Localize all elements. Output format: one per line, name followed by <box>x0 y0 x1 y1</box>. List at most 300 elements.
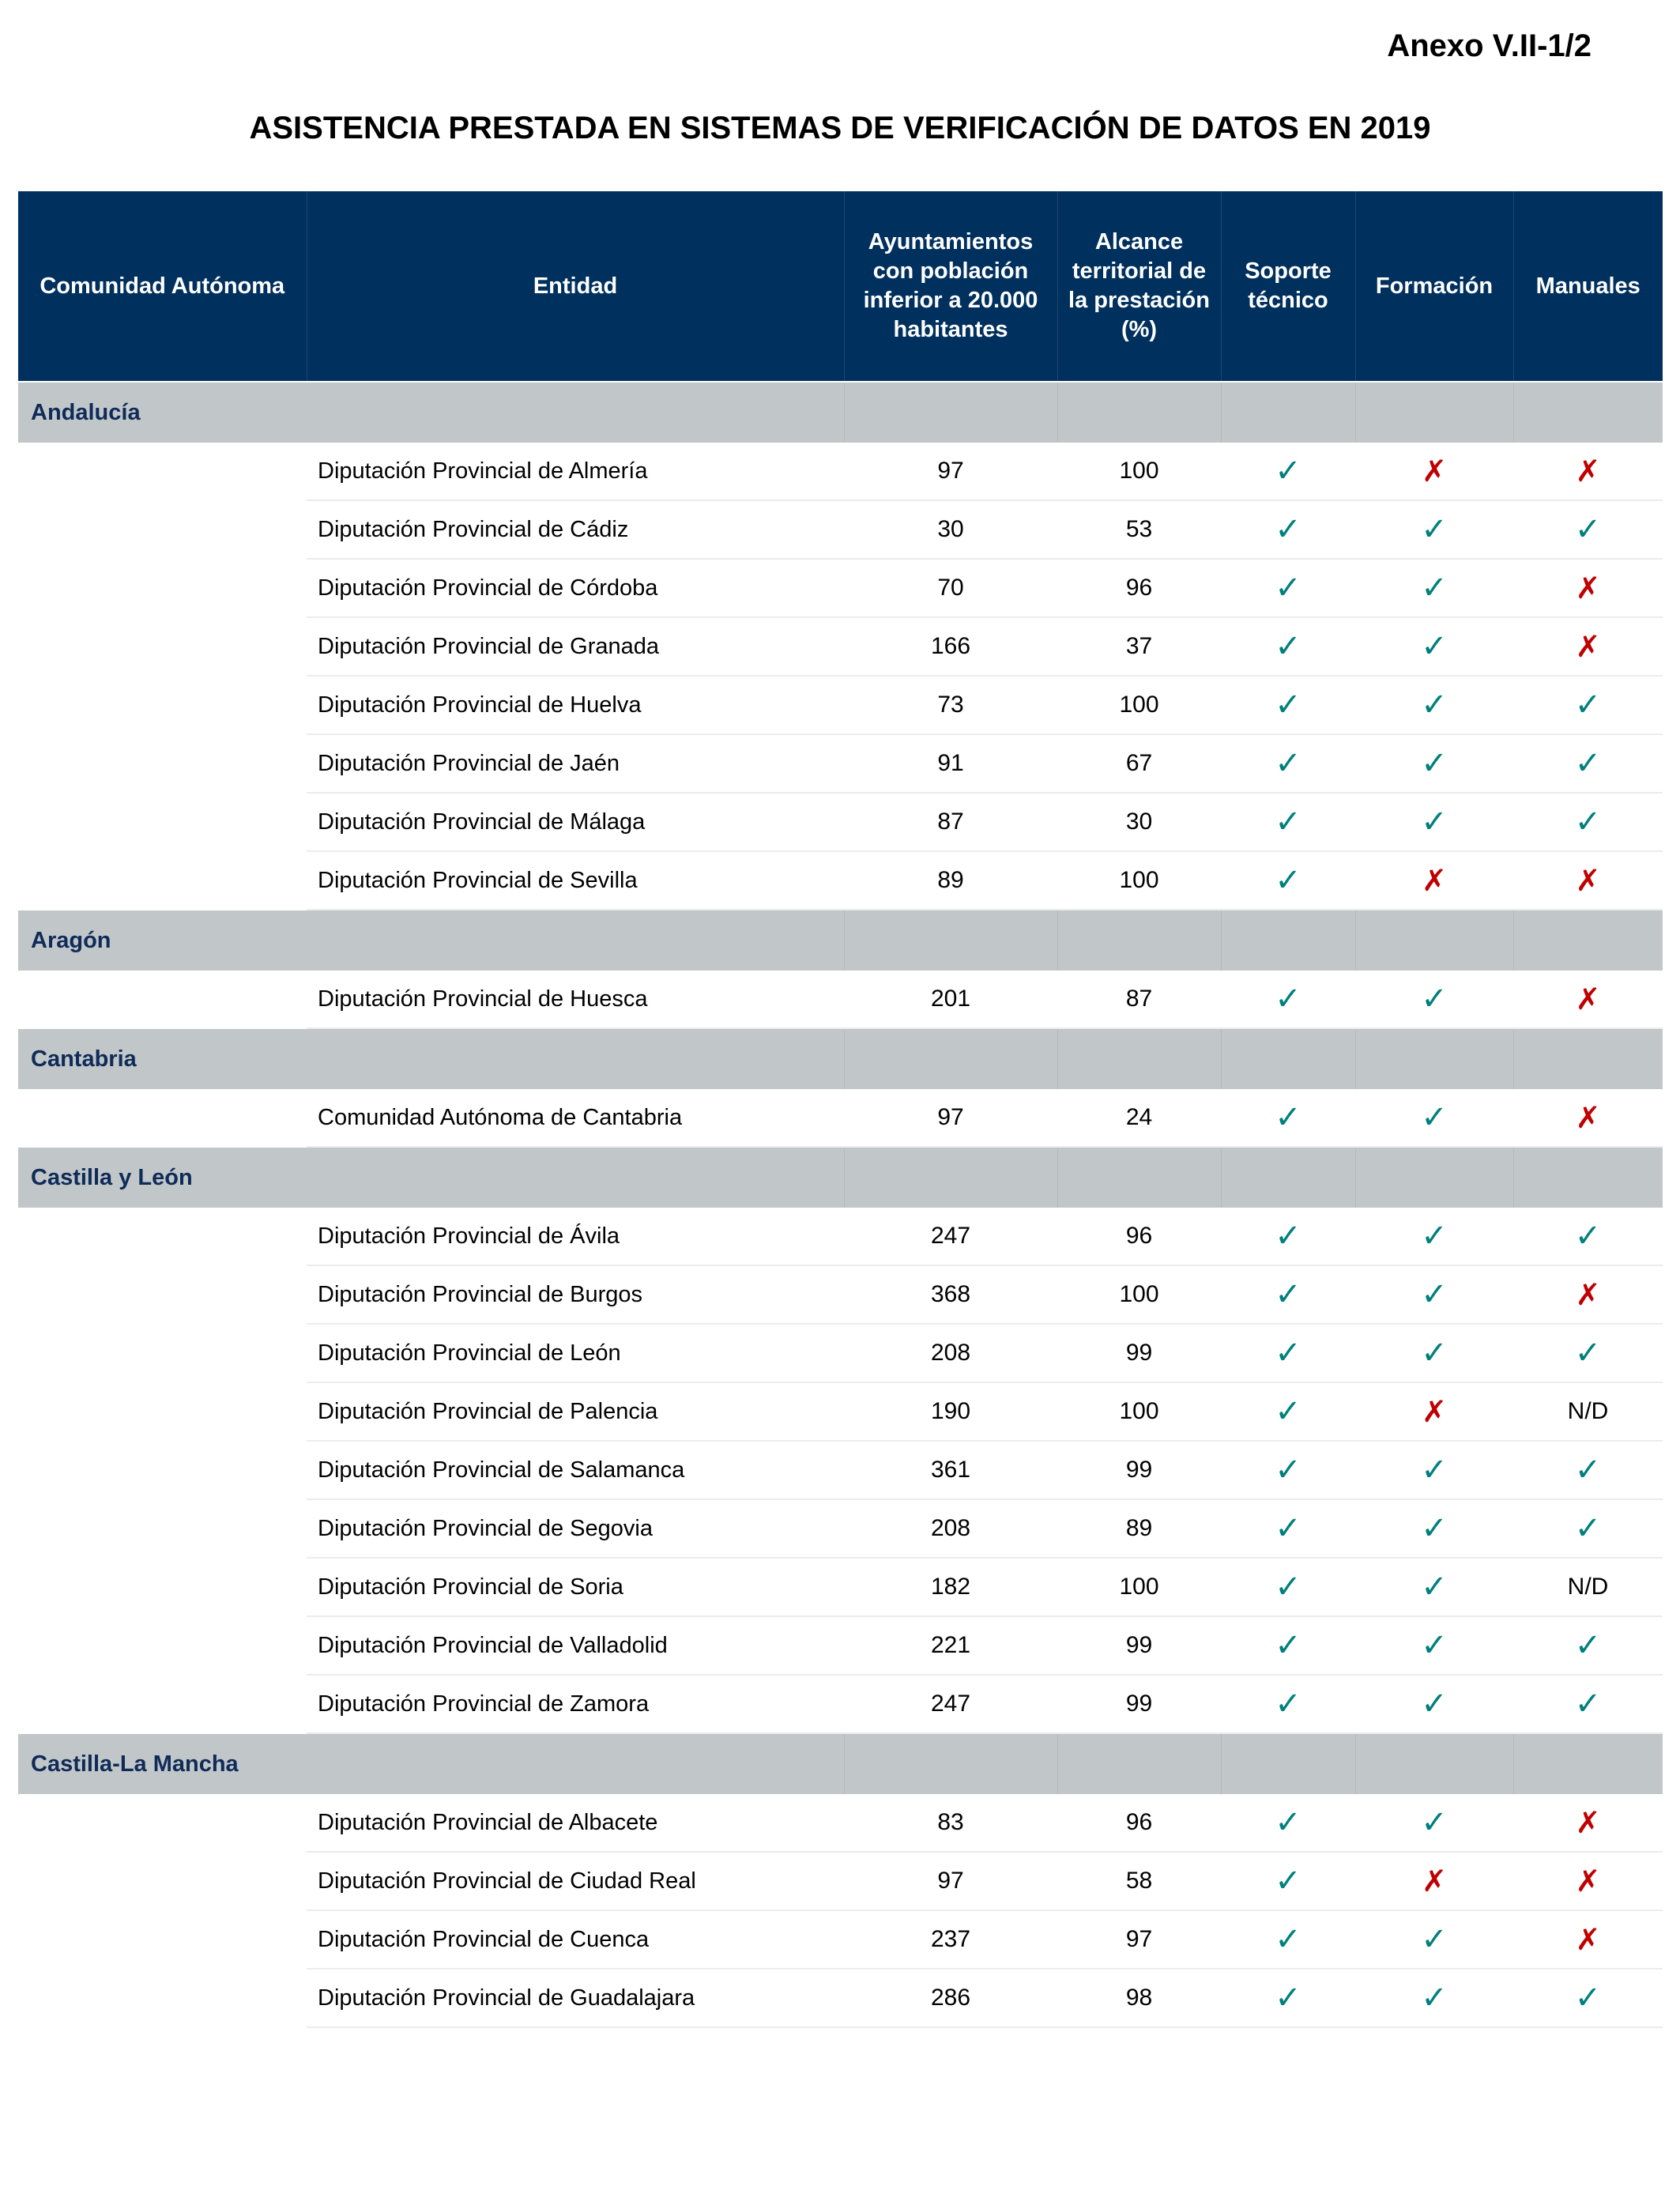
group-empty-cell <box>1355 1733 1513 1794</box>
alcance-cell: 99 <box>1057 1675 1221 1733</box>
manuales-cell <box>1513 1675 1663 1733</box>
empty-cell <box>18 500 307 559</box>
ayuntamientos-cell: 286 <box>844 1969 1057 2027</box>
alcance-cell: 87 <box>1057 971 1221 1028</box>
cross-icon: ✗ <box>1575 1277 1601 1312</box>
empty-cell <box>18 1969 307 2027</box>
group-name: Castilla-La Mancha <box>18 1733 844 1794</box>
entidad-cell: Diputación Provincial de Ávila <box>307 1208 844 1265</box>
check-icon: ✓ <box>1275 862 1301 899</box>
entidad-cell: Diputación Provincial de Segovia <box>307 1499 844 1558</box>
group-empty-cell <box>1221 1028 1355 1089</box>
soporte-cell <box>1221 1441 1355 1499</box>
col-header-soporte: Soporte técnico <box>1221 191 1355 382</box>
empty-cell <box>18 1558 307 1616</box>
ayuntamientos-cell: 87 <box>844 793 1057 851</box>
ayuntamientos-cell: 208 <box>844 1499 1057 1558</box>
soporte-cell <box>1221 1675 1355 1733</box>
check-icon: ✓ <box>1421 1276 1448 1313</box>
empty-cell <box>18 1852 307 1910</box>
manuales-cell <box>1513 1969 1663 2027</box>
manuales-cell <box>1513 1089 1663 1147</box>
check-icon: ✓ <box>1275 1980 1301 2016</box>
check-icon: ✓ <box>1421 1335 1448 1371</box>
check-icon: ✓ <box>1275 1569 1301 1605</box>
alcance-cell: 58 <box>1057 1852 1221 1910</box>
entidad-cell: Diputación Provincial de Granada <box>307 617 844 676</box>
empty-cell <box>18 676 307 734</box>
not-available-text: N/D <box>1567 1574 1609 1600</box>
table-row <box>18 443 1663 500</box>
ayuntamientos-cell: 201 <box>844 971 1057 1028</box>
group-empty-cell <box>1513 1147 1663 1208</box>
alcance-cell: 100 <box>1057 1558 1221 1616</box>
check-icon: ✓ <box>1574 687 1602 723</box>
formacion-cell <box>1355 1675 1513 1733</box>
soporte-cell <box>1221 1208 1355 1265</box>
manuales-cell <box>1513 1441 1663 1499</box>
group-empty-cell <box>1057 382 1221 443</box>
formacion-cell <box>1355 1382 1513 1441</box>
empty-cell <box>18 1382 307 1441</box>
alcance-cell: 100 <box>1057 443 1221 500</box>
ayuntamientos-cell: 30 <box>844 500 1057 559</box>
entidad-cell: Diputación Provincial de Burgos <box>307 1265 844 1324</box>
cross-icon: ✗ <box>1575 571 1601 605</box>
soporte-cell <box>1221 559 1355 617</box>
soporte-cell <box>1221 1324 1355 1382</box>
empty-cell <box>18 1910 307 1969</box>
manuales-cell <box>1513 793 1663 851</box>
formacion-cell <box>1355 1969 1513 2027</box>
soporte-cell <box>1221 1499 1355 1558</box>
table-row <box>18 617 1663 676</box>
table-row <box>18 851 1663 910</box>
check-icon: ✓ <box>1421 570 1448 606</box>
manuales-cell <box>1513 1324 1663 1382</box>
table-header-row <box>18 191 1663 382</box>
group-name: Andalucía <box>18 382 844 443</box>
col-header-alcance: Alcance territorial de la prestación (%) <box>1057 191 1221 382</box>
formacion-cell <box>1355 443 1513 500</box>
cross-icon: ✗ <box>1575 1922 1601 1957</box>
check-icon: ✓ <box>1574 1335 1602 1371</box>
check-icon: ✓ <box>1421 1686 1448 1722</box>
formacion-cell <box>1355 559 1513 617</box>
soporte-cell <box>1221 851 1355 910</box>
table-row <box>18 1499 1663 1558</box>
check-icon: ✓ <box>1421 1627 1448 1664</box>
check-icon: ✓ <box>1275 1335 1301 1371</box>
entidad-cell: Diputación Provincial de Cuenca <box>307 1910 844 1969</box>
alcance-cell: 96 <box>1057 559 1221 617</box>
alcance-cell: 89 <box>1057 1499 1221 1558</box>
entidad-cell: Diputación Provincial de Almería <box>307 443 844 500</box>
cross-icon: ✗ <box>1422 454 1447 488</box>
alcance-cell: 67 <box>1057 734 1221 793</box>
entidad-cell: Diputación Provincial de Málaga <box>307 793 844 851</box>
group-empty-cell <box>1221 1147 1355 1208</box>
group-empty-cell <box>1355 1028 1513 1089</box>
entidad-cell: Diputación Provincial de León <box>307 1324 844 1382</box>
manuales-cell <box>1513 971 1663 1028</box>
ayuntamientos-cell: 73 <box>844 676 1057 734</box>
ayuntamientos-cell: 89 <box>844 851 1057 910</box>
check-icon: ✓ <box>1421 1921 1448 1958</box>
check-icon: ✓ <box>1275 511 1301 548</box>
alcance-cell: 37 <box>1057 617 1221 676</box>
ayuntamientos-cell: 97 <box>844 1089 1057 1147</box>
alcance-cell: 99 <box>1057 1441 1221 1499</box>
group-name: Castilla y León <box>18 1147 844 1208</box>
alcance-cell: 100 <box>1057 851 1221 910</box>
check-icon: ✓ <box>1275 1393 1301 1430</box>
manuales-cell <box>1513 500 1663 559</box>
check-icon: ✓ <box>1574 511 1602 548</box>
entidad-cell: Diputación Provincial de Sevilla <box>307 851 844 910</box>
assistance-table <box>18 191 1663 2028</box>
col-header-entidad: Entidad <box>307 191 844 382</box>
check-icon: ✓ <box>1275 981 1301 1017</box>
entidad-cell: Diputación Provincial de Palencia <box>307 1382 844 1441</box>
col-header-formacion: Formación <box>1355 191 1513 382</box>
col-header-comunidad: Comunidad Autónoma <box>18 191 307 382</box>
table-row <box>18 1852 1663 1910</box>
check-icon: ✓ <box>1574 1510 1602 1547</box>
group-name: Aragón <box>18 910 844 971</box>
check-icon: ✓ <box>1275 804 1301 840</box>
group-row <box>18 1733 1663 1794</box>
ayuntamientos-cell: 237 <box>844 1910 1057 1969</box>
ayuntamientos-cell: 221 <box>844 1616 1057 1675</box>
soporte-cell <box>1221 1265 1355 1324</box>
check-icon: ✓ <box>1275 570 1301 606</box>
manuales-cell <box>1513 1265 1663 1324</box>
table-row <box>18 1089 1663 1147</box>
ayuntamientos-cell: 208 <box>844 1324 1057 1382</box>
empty-cell <box>18 1324 307 1382</box>
entidad-cell: Diputación Provincial de Soria <box>307 1558 844 1616</box>
manuales-cell <box>1513 1794 1663 1852</box>
soporte-cell <box>1221 1969 1355 2027</box>
col-header-manuales: Manuales <box>1513 191 1663 382</box>
check-icon: ✓ <box>1275 745 1301 782</box>
check-icon: ✓ <box>1421 628 1448 665</box>
cross-icon: ✗ <box>1422 863 1447 898</box>
soporte-cell <box>1221 1089 1355 1147</box>
group-empty-cell <box>1057 1733 1221 1794</box>
check-icon: ✓ <box>1421 687 1448 723</box>
formacion-cell <box>1355 1441 1513 1499</box>
formacion-cell <box>1355 617 1513 676</box>
manuales-cell <box>1513 1616 1663 1675</box>
table-row <box>18 1969 1663 2027</box>
formacion-cell <box>1355 971 1513 1028</box>
manuales-cell <box>1513 1558 1663 1616</box>
cross-icon: ✗ <box>1575 454 1601 488</box>
check-icon: ✓ <box>1421 1569 1448 1605</box>
cross-icon: ✗ <box>1422 1864 1447 1898</box>
soporte-cell <box>1221 617 1355 676</box>
check-icon: ✓ <box>1574 1980 1602 2016</box>
group-empty-cell <box>1513 382 1663 443</box>
table-row <box>18 1558 1663 1616</box>
table-row <box>18 734 1663 793</box>
check-icon: ✓ <box>1421 981 1448 1017</box>
table-row <box>18 1324 1663 1382</box>
formacion-cell <box>1355 734 1513 793</box>
group-empty-cell <box>844 1147 1057 1208</box>
group-empty-cell <box>1057 1028 1221 1089</box>
check-icon: ✓ <box>1421 1218 1448 1254</box>
empty-cell <box>18 971 307 1028</box>
alcance-cell: 99 <box>1057 1324 1221 1382</box>
table-row <box>18 1675 1663 1733</box>
check-icon: ✓ <box>1574 745 1602 782</box>
alcance-cell: 100 <box>1057 1265 1221 1324</box>
group-row <box>18 382 1663 443</box>
ayuntamientos-cell: 247 <box>844 1675 1057 1733</box>
formacion-cell <box>1355 500 1513 559</box>
group-empty-cell <box>1057 910 1221 971</box>
group-empty-cell <box>844 1028 1057 1089</box>
check-icon: ✓ <box>1275 1452 1301 1488</box>
manuales-cell <box>1513 1499 1663 1558</box>
soporte-cell <box>1221 793 1355 851</box>
soporte-cell <box>1221 1852 1355 1910</box>
group-empty-cell <box>1221 1733 1355 1794</box>
manuales-cell <box>1513 676 1663 734</box>
alcance-cell: 96 <box>1057 1208 1221 1265</box>
manuales-cell <box>1513 443 1663 500</box>
check-icon: ✓ <box>1421 745 1448 782</box>
entidad-cell: Diputación Provincial de Jaén <box>307 734 844 793</box>
check-icon: ✓ <box>1275 687 1301 723</box>
entidad-cell: Diputación Provincial de Córdoba <box>307 559 844 617</box>
table-row <box>18 1910 1663 1969</box>
group-empty-cell <box>1355 910 1513 971</box>
cross-icon: ✗ <box>1575 1805 1601 1840</box>
group-empty-cell <box>1057 1147 1221 1208</box>
empty-cell <box>18 734 307 793</box>
check-icon: ✓ <box>1275 1921 1301 1958</box>
alcance-cell: 99 <box>1057 1616 1221 1675</box>
soporte-cell <box>1221 1616 1355 1675</box>
cross-icon: ✗ <box>1575 982 1601 1016</box>
cross-icon: ✗ <box>1575 863 1601 898</box>
alcance-cell: 30 <box>1057 793 1221 851</box>
check-icon: ✓ <box>1275 1099 1301 1136</box>
check-icon: ✓ <box>1421 1099 1448 1136</box>
group-empty-cell <box>1355 382 1513 443</box>
manuales-cell <box>1513 559 1663 617</box>
table-row <box>18 1794 1663 1852</box>
ayuntamientos-cell: 368 <box>844 1265 1057 1324</box>
ayuntamientos-cell: 91 <box>844 734 1057 793</box>
group-empty-cell <box>844 382 1057 443</box>
ayuntamientos-cell: 361 <box>844 1441 1057 1499</box>
check-icon: ✓ <box>1421 511 1448 548</box>
group-empty-cell <box>1513 1028 1663 1089</box>
check-icon: ✓ <box>1275 1804 1301 1841</box>
ayuntamientos-cell: 97 <box>844 1852 1057 1910</box>
table-row <box>18 1616 1663 1675</box>
group-row <box>18 1147 1663 1208</box>
entidad-cell: Diputación Provincial de Zamora <box>307 1675 844 1733</box>
manuales-cell <box>1513 851 1663 910</box>
manuales-cell <box>1513 1910 1663 1969</box>
soporte-cell <box>1221 500 1355 559</box>
formacion-cell <box>1355 1265 1513 1324</box>
check-icon: ✓ <box>1421 1452 1448 1488</box>
formacion-cell <box>1355 1794 1513 1852</box>
group-row <box>18 1028 1663 1089</box>
formacion-cell <box>1355 1558 1513 1616</box>
soporte-cell <box>1221 1794 1355 1852</box>
table-body <box>18 382 1663 2027</box>
check-icon: ✓ <box>1574 1627 1602 1664</box>
entidad-cell: Diputación Provincial de Cádiz <box>307 500 844 559</box>
group-row <box>18 910 1663 971</box>
table-row <box>18 1265 1663 1324</box>
soporte-cell <box>1221 1558 1355 1616</box>
check-icon: ✓ <box>1275 1276 1301 1313</box>
soporte-cell <box>1221 443 1355 500</box>
formacion-cell <box>1355 676 1513 734</box>
ayuntamientos-cell: 247 <box>844 1208 1057 1265</box>
formacion-cell <box>1355 793 1513 851</box>
entidad-cell: Comunidad Autónoma de Cantabria <box>307 1089 844 1147</box>
empty-cell <box>18 1089 307 1147</box>
table-row <box>18 676 1663 734</box>
empty-cell <box>18 1441 307 1499</box>
empty-cell <box>18 1794 307 1852</box>
formacion-cell <box>1355 1852 1513 1910</box>
empty-cell <box>18 1208 307 1265</box>
entidad-cell: Diputación Provincial de Huelva <box>307 676 844 734</box>
ayuntamientos-cell: 190 <box>844 1382 1057 1441</box>
table-row <box>18 793 1663 851</box>
check-icon: ✓ <box>1275 1510 1301 1547</box>
soporte-cell <box>1221 734 1355 793</box>
table-row <box>18 559 1663 617</box>
formacion-cell <box>1355 1910 1513 1969</box>
formacion-cell <box>1355 1089 1513 1147</box>
col-header-ayuntamientos: Ayuntamientos con población inferior a 20.000 habitantes <box>844 191 1057 382</box>
empty-cell <box>18 1616 307 1675</box>
check-icon: ✓ <box>1421 1510 1448 1547</box>
table-row <box>18 1382 1663 1441</box>
empty-cell <box>18 617 307 676</box>
formacion-cell <box>1355 1616 1513 1675</box>
alcance-cell: 100 <box>1057 676 1221 734</box>
group-empty-cell <box>1355 1147 1513 1208</box>
entidad-cell: Diputación Provincial de Salamanca <box>307 1441 844 1499</box>
cross-icon: ✗ <box>1575 1864 1601 1898</box>
cross-icon: ✗ <box>1575 629 1601 664</box>
group-empty-cell <box>1513 1733 1663 1794</box>
group-name: Cantabria <box>18 1028 844 1089</box>
soporte-cell <box>1221 676 1355 734</box>
empty-cell <box>18 443 307 500</box>
group-empty-cell <box>844 1733 1057 1794</box>
manuales-cell <box>1513 1208 1663 1265</box>
manuales-cell <box>1513 1852 1663 1910</box>
alcance-cell: 97 <box>1057 1910 1221 1969</box>
soporte-cell <box>1221 971 1355 1028</box>
ayuntamientos-cell: 182 <box>844 1558 1057 1616</box>
check-icon: ✓ <box>1275 453 1301 489</box>
check-icon: ✓ <box>1421 1980 1448 2016</box>
table-row <box>18 500 1663 559</box>
group-empty-cell <box>844 910 1057 971</box>
table-row <box>18 971 1663 1028</box>
manuales-cell <box>1513 734 1663 793</box>
not-available-text: N/D <box>1567 1398 1609 1424</box>
empty-cell <box>18 1675 307 1733</box>
check-icon: ✓ <box>1275 1627 1301 1664</box>
empty-cell <box>18 1499 307 1558</box>
check-icon: ✓ <box>1574 1218 1602 1254</box>
alcance-cell: 100 <box>1057 1382 1221 1441</box>
empty-cell <box>18 851 307 910</box>
check-icon: ✓ <box>1275 1686 1301 1722</box>
group-empty-cell <box>1221 382 1355 443</box>
formacion-cell <box>1355 1324 1513 1382</box>
group-empty-cell <box>1221 910 1355 971</box>
check-icon: ✓ <box>1421 804 1448 840</box>
alcance-cell: 53 <box>1057 500 1221 559</box>
check-icon: ✓ <box>1275 1218 1301 1254</box>
check-icon: ✓ <box>1574 1452 1602 1488</box>
formacion-cell <box>1355 1499 1513 1558</box>
check-icon: ✓ <box>1275 1863 1301 1899</box>
empty-cell <box>18 559 307 617</box>
entidad-cell: Diputación Provincial de Huesca <box>307 971 844 1028</box>
formacion-cell <box>1355 851 1513 910</box>
check-icon: ✓ <box>1275 628 1301 665</box>
ayuntamientos-cell: 97 <box>844 443 1057 500</box>
ayuntamientos-cell: 83 <box>844 1794 1057 1852</box>
check-icon: ✓ <box>1421 1804 1448 1841</box>
group-empty-cell <box>1513 910 1663 971</box>
alcance-cell: 24 <box>1057 1089 1221 1147</box>
entidad-cell: Diputación Provincial de Albacete <box>307 1794 844 1852</box>
manuales-cell <box>1513 1382 1663 1441</box>
table-row <box>18 1208 1663 1265</box>
page-title: ASISTENCIA PRESTADA EN SISTEMAS DE VERIFICACIÓN DE DATOS EN 2019 <box>249 111 1431 145</box>
entidad-cell: Diputación Provincial de Valladolid <box>307 1616 844 1675</box>
check-icon: ✓ <box>1574 1686 1602 1722</box>
soporte-cell <box>1221 1382 1355 1441</box>
check-icon: ✓ <box>1574 804 1602 840</box>
table-row <box>18 1441 1663 1499</box>
entidad-cell: Diputación Provincial de Guadalajara <box>307 1969 844 2027</box>
annex-label: Anexo V.II-1/2 <box>1387 28 1591 63</box>
cross-icon: ✗ <box>1422 1394 1447 1429</box>
empty-cell <box>18 1265 307 1324</box>
entidad-cell: Diputación Provincial de Ciudad Real <box>307 1852 844 1910</box>
ayuntamientos-cell: 166 <box>844 617 1057 676</box>
alcance-cell: 96 <box>1057 1794 1221 1852</box>
manuales-cell <box>1513 617 1663 676</box>
formacion-cell <box>1355 1208 1513 1265</box>
ayuntamientos-cell: 70 <box>844 559 1057 617</box>
soporte-cell <box>1221 1910 1355 1969</box>
cross-icon: ✗ <box>1575 1100 1601 1135</box>
alcance-cell: 98 <box>1057 1969 1221 2027</box>
empty-cell <box>18 793 307 851</box>
